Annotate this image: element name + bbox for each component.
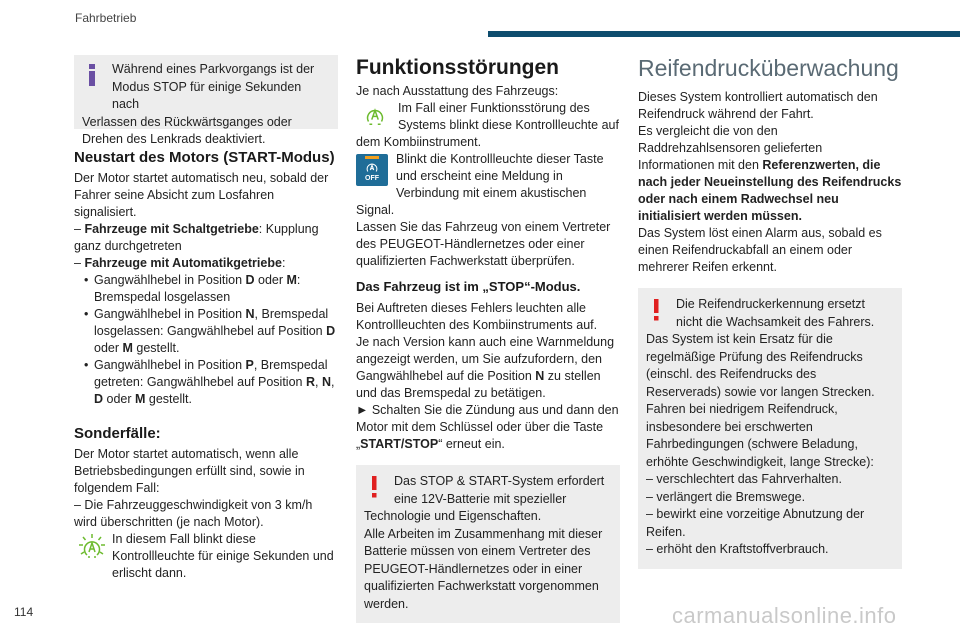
warning-icon [648, 298, 664, 322]
warning-icon [366, 475, 382, 499]
battery-warning-line1: Das STOP & START-System erfordert eine 12V-Batterie mit spezieller [394, 474, 605, 506]
button-lamp-text: Blinkt die Kontrollleuchte dieser Taste und erscheint eine Meldung in Verbindung mit einem akustischen Signal. [356, 152, 604, 217]
manual-gearbox-line: – Fahrzeuge mit Schaltgetriebe: Kupplung ganz durchgetreten [74, 222, 319, 253]
header-accent-bar [488, 31, 960, 37]
button-lamp-row [356, 151, 620, 219]
tyre-warning-line3: Fahren bei niedrigem Reifendruck, insbesondere bei erschwerten Fahrbedingungen (schwere Beladung, erhöhte Geschwindigkeit, lange Strecke): [646, 402, 874, 469]
tyre-warning-dash-1: – verschlechtert das Fahrverhalten. [646, 472, 842, 486]
info-note-line2: Verlassen des Rückwärtsganges oder Drehen des Lenkrads deaktiviert. [82, 114, 292, 146]
tyre-warning-note [638, 288, 902, 569]
auto-bullet-1: • Gangwählhebel in Position D oder M: Bremspedal losgelassen [74, 272, 338, 306]
tyre-warning-line1: Die Reifendruckerkennung ersetzt nicht die Wachsamkeit des Fahrers. [676, 297, 875, 329]
tyre-p1: Dieses System kontrolliert automatisch den Reifendruck während der Fahrt. [638, 90, 878, 121]
column-right [638, 55, 902, 569]
tyre-warning-dash-4: – erhöht den Kraftstoffverbrauch. [646, 542, 829, 556]
stop-mode-p3: ► Schalten Sie die Zündung aus und dann den Motor mit dem Schlüssel oder über die Taste „START/STOP“ erneut ein. [356, 403, 619, 451]
info-note-line1: Während eines Parkvorgangs ist der Modus STOP für einige Sekunden nach [112, 62, 315, 111]
special-cases-heading: Sonderfälle: [74, 425, 161, 442]
battery-warning-line2: Technologie und Eigenschaften. [364, 509, 542, 523]
tyre-p3: Das System löst einen Alarm aus, sobald es einen Reifendruckabfall an einem oder mehrerer Reifen erkennt. [638, 226, 882, 274]
special-cases-dash: – Die Fahrzeuggeschwindigkeit von 3 km/h wird überschritten (je nach Motor). [74, 498, 313, 529]
page-number: 114 [14, 605, 34, 619]
special-lamp-row [74, 531, 338, 582]
malfunctions-heading: Funktionsstörungen [356, 56, 559, 79]
column-left [74, 55, 338, 582]
malfunction-check-text: Lassen Sie das Fahrzeug von einem Vertreter des PEUGEOT-Händlernetzes oder einer qualifizierten Fachwerkstatt überprüfen. [356, 220, 611, 268]
battery-warning-note [356, 465, 620, 623]
special-lamp-text: In diesem Fall blinkt diese Kontrollleuchte für einige Sekunden und erlischt dann. [112, 532, 334, 580]
malfunctions-intro: Je nach Ausstattung des Fahrzeugs: [356, 84, 559, 98]
stop-mode-heading: Das Fahrzeug ist im „STOP“-Modus. [356, 279, 581, 294]
tyre-p2: Es vergleicht die von den Raddrehzahlsensoren gelieferten Informationen mit den Referenzwerten, die nach jeder Neueinstellung des Reifendrucks oder nach einem Radwechsel neu initialisiert werden müssen. [638, 124, 902, 223]
info-icon [84, 63, 100, 87]
stop-mode-p1: Bei Auftreten dieses Fehlers leuchten alle Kontrollleuchten des Kombiinstruments auf. [356, 301, 598, 332]
special-cases-text: Der Motor startet automatisch, wenn alle Betriebsbedingungen erfüllt sind, sowie in folgendem Fall: [74, 447, 305, 495]
watermark: carmanualsonline.info [672, 603, 897, 628]
stop-start-fault-lamp-icon [362, 102, 388, 128]
tyre-warning-line2: Das System ist kein Ersatz für die regelmäßige Prüfung des Reifendrucks (einschl. des Reifendrucks des Reserverads) sowie vor langen Strecken. [646, 332, 875, 399]
running-header: Fahrbetrieb [75, 11, 137, 25]
stop-start-off-button-icon: OFF [356, 154, 388, 186]
auto-stop-start-lamp-icon [78, 533, 106, 561]
auto-gearbox-line: – Fahrzeuge mit Automatikgetriebe: [74, 256, 286, 270]
info-note [74, 55, 338, 146]
column-middle [356, 55, 620, 623]
malfunction-lamp-text: Im Fall einer Funktionsstörung des Systems blinkt diese Kontrollleuchte auf dem Kombiinstrument. [356, 101, 619, 149]
malfunction-lamp-row [356, 100, 620, 151]
tyre-warning-dash-3: – bewirkt eine vorzeitige Abnutzung der Reifen. [646, 507, 865, 539]
stop-mode-p2: Je nach Version kann auch eine Warnmeldung angezeigt werden, um Sie aufzufordern, den Gangwählhebel auf die Position N zu stellen und das Bremspedal zu betätigen. [356, 335, 615, 400]
tyre-pressure-heading: Reifendrucküberwachung [638, 55, 899, 81]
auto-bullet-2: • Gangwählhebel in Position N, Bremspedal losgelassen: Gangwählhebel auf Position D oder M gestellt. [74, 306, 338, 357]
restart-intro: Der Motor startet automatisch neu, sobald der Fahrer seine Absicht zum Losfahren signalisiert. [74, 171, 329, 219]
restart-heading: Neustart des Motors (START-Modus) [74, 149, 335, 166]
auto-bullet-3: • Gangwählhebel in Position P, Bremspedal getreten: Gangwählhebel auf Position R, N, D oder M gestellt. [74, 357, 338, 408]
tyre-warning-dash-2: – verlängert die Bremswege. [646, 489, 806, 504]
battery-warning-line3: Alle Arbeiten im Zusammenhang mit dieser Batterie müssen von einem Vertreter des PEUGEOT-Händlernetzes oder in einer qualifizierten Fachwerkstatt vorgenommen werden. [364, 526, 603, 611]
